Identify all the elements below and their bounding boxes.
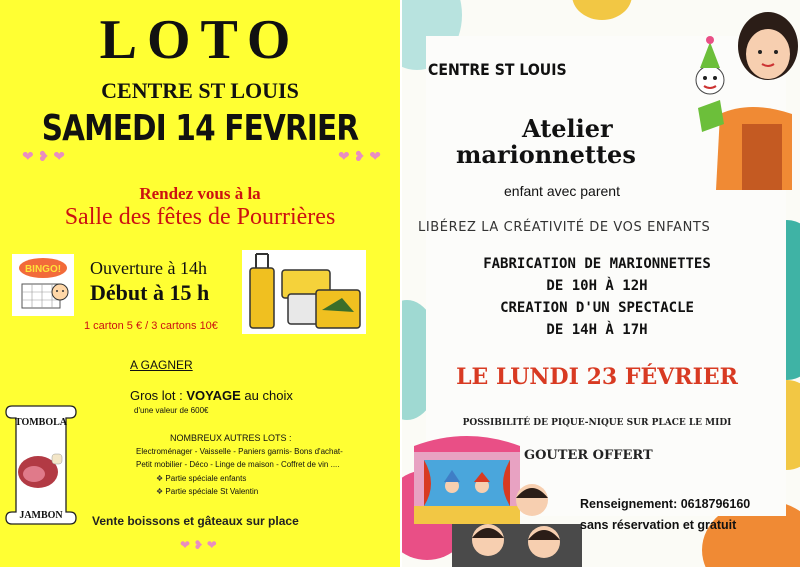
atelier-time-1: DE 10H À 12H <box>546 278 648 294</box>
loto-venue: CENTRE ST LOUIS <box>101 78 299 103</box>
atelier-snack: GOUTER OFFERT <box>524 448 653 463</box>
atelier-poster <box>402 0 800 567</box>
puppet-illustration <box>680 4 798 190</box>
loto-hall: Salle des fêtes de Pourrières <box>64 204 336 230</box>
atelier-subtitle: enfant avec parent <box>504 183 620 199</box>
loto-jackpot-suffix: au choix <box>240 388 293 403</box>
loto-win-heading: A GAGNER <box>130 358 193 372</box>
children-illustration <box>452 476 582 567</box>
bingo-sign-text: BINGO! <box>24 264 62 275</box>
atelier-info: Renseignement: 0618796160 <box>580 497 751 511</box>
bingo-illustration <box>12 254 74 316</box>
loto-jackpot-value: d'une valeur de 600€ <box>134 406 209 415</box>
atelier-title-line2: marionnettes <box>456 140 636 169</box>
loto-date: SAMEDI 14 FEVRIER <box>41 108 359 149</box>
atelier-date: LE LUNDI 23 FÉVRIER <box>456 364 738 390</box>
ham-icon <box>14 446 66 494</box>
loto-footer: Vente boissons et gâteaux sur place <box>92 514 299 528</box>
atelier-booking: sans réservation et gratuit <box>580 518 737 532</box>
loto-jackpot <box>130 388 293 403</box>
loto-bullet-2 <box>156 487 258 496</box>
decor-blob <box>572 0 632 20</box>
atelier-activity-2: CREATION D'UN SPECTACLE <box>500 300 694 316</box>
jambon-label: JAMBON <box>19 510 63 521</box>
loto-title: LOTO <box>99 9 301 71</box>
loto-bullet-2-text: Partie spéciale St Valentin <box>165 487 259 496</box>
loto-opening: Ouverture à 14h <box>90 258 207 278</box>
atelier-activity-1: FABRICATION DE MARIONNETTES <box>483 256 711 272</box>
heart-icon: ❤ ❥ ❤ <box>180 538 217 552</box>
loto-prices: 1 carton 5 € / 3 cartons 10€ <box>84 320 218 332</box>
loto-bullet-1-text: Partie spéciale enfants <box>165 474 247 483</box>
bullet-icon: ❖ <box>156 474 166 483</box>
loto-lots-line2: Petit mobilier - Déco - Linge de maison - Coffret de vin .... <box>136 460 340 469</box>
tombola-label: TOMBOLA <box>14 417 68 428</box>
bullet-icon: ❖ <box>156 487 166 496</box>
loto-lots-line1: Electroménager - Vaisselle - Paniers garnis- Bons d'achat- <box>136 447 343 456</box>
loto-other-lots-heading: NOMBREUX AUTRES LOTS : <box>170 433 292 443</box>
loto-jackpot-main: VOYAGE <box>186 388 241 403</box>
heart-icon: ❤ ❥ ❤ <box>338 148 381 164</box>
loto-rendezvous: Rendez vous à la <box>139 184 261 203</box>
atelier-venue: CENTRE ST LOUIS <box>428 60 567 79</box>
loto-jackpot-prefix: Gros lot : <box>130 388 187 403</box>
heart-icon: ❤ ❥ ❤ <box>22 148 65 164</box>
loto-bullet-1 <box>156 474 246 483</box>
atelier-time-2: DE 14H À 17H <box>546 322 648 338</box>
atelier-title-line1: Atelier <box>522 114 613 143</box>
loto-start: Début à 15 h <box>90 280 210 305</box>
atelier-picnic: POSSIBILITÉ DE PIQUE-NIQUE SUR PLACE LE MIDI <box>462 418 732 428</box>
luggage-illustration <box>242 250 366 334</box>
atelier-tagline: LIBÉREZ LA CRÉATIVITÉ DE VOS ENFANTS <box>418 220 711 235</box>
